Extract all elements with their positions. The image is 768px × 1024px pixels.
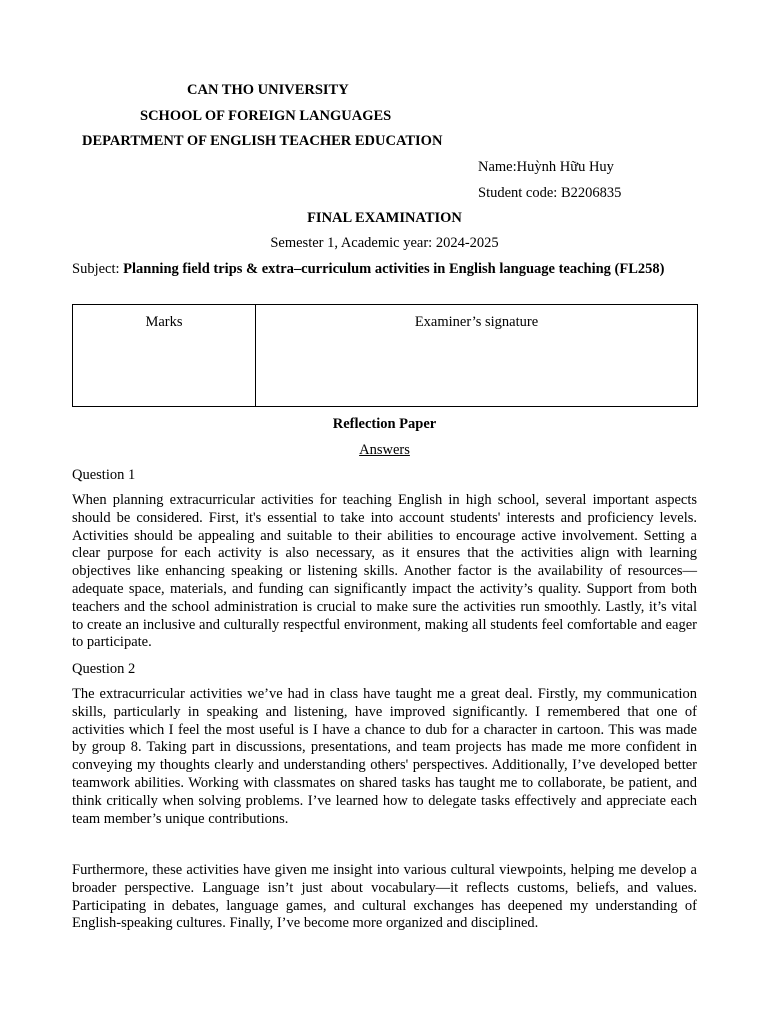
department-name: DEPARTMENT OF ENGLISH TEACHER EDUCATION [82,133,443,149]
student-name: Name:Huỳnh Hữu Huy [478,159,614,175]
student-code: Student code: B2206835 [478,185,622,201]
question-2-answer: The extracurricular activities we’ve had in class have taught me a great deal. Firstly, my communication skills, particularly in speaking and listening, have improved significantly. I remembered that one of activities which I feel the most useful is I have a chance to dub for a character in cartoon. This was made by group 8. Taking part in discussions, presentations, and team projects has made me more confident in conveying my thoughts clearly and understanding others' perspectives. Additionally, I’ve developed better teamwork abilities. Working with classmates on shared tasks has taught me to collaborate, be patient, and think critically when solving problems. I’ve learned how to delegate tasks effectively and appreciate each team member’s unique contributions. [72,686,697,827]
marks-table [72,304,698,407]
subject-value: Planning field trips & extra–curriculum activities in English language teaching (FL258) [123,261,665,277]
university-name: CAN THO UNIVERSITY [187,82,349,98]
school-name: SCHOOL OF FOREIGN LANGUAGES [140,108,392,124]
question-1-label: Question 1 [72,467,136,483]
marks-cell: Marks [73,305,256,407]
exam-title: FINAL EXAMINATION [307,210,462,226]
question-2-label: Question 2 [72,661,136,677]
subject-label: Subject: [72,261,124,277]
examiner-signature-cell: Examiner’s signature [256,305,698,407]
answers-heading-text: Answers [359,442,410,458]
document-page [72,0,697,1024]
exam-semester: Semester 1, Academic year: 2024-2025 [270,235,499,251]
exam-subject [72,260,697,278]
paper-title: Reflection Paper [332,416,437,432]
question-1-answer: When planning extracurricular activities for teaching English in high school, several important aspects should be considered. First, it's essential to take into account students' interests and proficiency levels. Activities should be appealing and suitable to their abilities to encourage active involvement. Setting a clear purpose for each activity is also necessary, as it ensures that the activities align with learning objectives like enhancing speaking or listening skills. Another factor is the availability of resources—adequate space, materials, and funding can significantly impact the activity’s quality. Support from both teachers and the school administration is crucial to make sure the activities run smoothly. Lastly, it’s vital to create an inclusive and culturally respectful environment, making all students feel comfortable and eager to participate. [72,492,697,651]
question-2-answer-continued: Furthermore, these activities have given me insight into various cultural viewpoints, helping me develop a broader perspective. Language isn’t just about vocabulary—it reflects customs, beliefs, and values. Participating in debates, language games, and cultural exchanges has deepened my understanding of English-speaking cultures. Finally, I’ve become more organized and disciplined. [72,862,697,932]
answers-heading [72,441,697,459]
